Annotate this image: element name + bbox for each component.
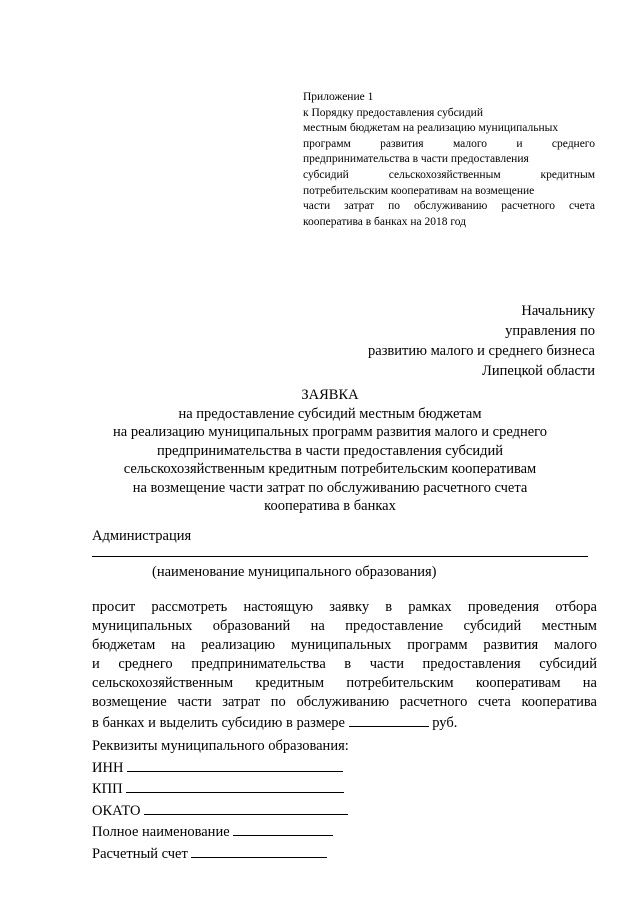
recipient-line: управления по	[505, 323, 595, 339]
administration-name-field[interactable]	[92, 556, 588, 557]
appendix-line: части затрат по обслуживанию расчетного счета	[303, 200, 595, 213]
full-name-field[interactable]	[233, 821, 333, 836]
recipient-line: Начальнику	[521, 303, 595, 319]
subtitle-line: сельскохозяйственным кредитным потребительским кооперативам	[123, 461, 537, 477]
request-line-last	[92, 712, 597, 733]
appendix-line: местным бюджетам на реализацию муниципальных	[303, 122, 559, 135]
appendix-line: предпринимательства в части предоставления	[303, 153, 529, 166]
requisite-label: Полное наименование	[92, 824, 230, 840]
administration-hint: (наименование муниципального образования)	[152, 564, 437, 580]
recipient-block	[368, 301, 595, 381]
appendix-line: Приложение 1	[303, 91, 374, 103]
subtitle-line: предпринимательства в части предоставления субсидий	[156, 442, 504, 459]
okato-field[interactable]	[144, 800, 348, 815]
requisites-title: Реквизиты муниципального образования:	[92, 738, 349, 754]
requisite-label: Расчетный счет	[92, 845, 188, 862]
request-paragraph	[92, 598, 597, 733]
administration-label: Администрация	[92, 528, 192, 544]
recipient-line: развитию малого и среднего бизнеса	[368, 343, 595, 359]
requisite-row-account	[92, 843, 349, 865]
request-line: муниципальных образований на предоставление субсидий местным	[92, 618, 597, 634]
subtitle-line: на возмещение части затрат по обслуживанию расчетного счета	[132, 479, 528, 496]
request-line: сельскохозяйственным кредитным потребительским кооперативам на	[92, 675, 597, 691]
subsidy-amount-field[interactable]	[349, 712, 429, 727]
appendix-line: к Порядку предоставления субсидий	[303, 106, 483, 119]
requisite-label: ОКАТО	[92, 802, 141, 819]
subtitle-line: кооператива в банках	[264, 498, 396, 514]
appendix-line: потребительским кооперативам на возмещение	[303, 184, 535, 197]
requisite-label: ИНН	[92, 759, 124, 776]
document-title: ЗАЯВКА	[301, 387, 359, 403]
request-line: бюджетам на реализацию муниципальных программ развития малого	[92, 637, 597, 653]
subtitle-line: на предоставление субсидий местным бюджетам	[178, 405, 482, 422]
kpp-field[interactable]	[126, 778, 344, 793]
inn-field[interactable]	[127, 757, 343, 772]
account-field[interactable]	[191, 843, 327, 858]
request-line: просит рассмотреть настоящую заявку в рамках проведения отбора	[92, 599, 597, 615]
requisite-row-full-name	[92, 821, 349, 843]
request-line: возмещение части затрат по обслуживанию расчетного счета кооператива	[92, 694, 597, 710]
requisite-label: КПП	[92, 781, 123, 797]
appendix-line: программ развития малого и среднего	[303, 137, 595, 150]
appendix-header	[303, 90, 595, 230]
requisite-row-kpp	[92, 778, 349, 800]
request-last-text: в банках и выделить субсидию в размере	[92, 715, 345, 731]
appendix-line: субсидий сельскохозяйственным кредитным	[303, 168, 595, 181]
currency-label: руб.	[432, 715, 458, 731]
request-line: и среднего предпринимательства в части предоставления субсидий	[92, 656, 597, 672]
requisites-block	[92, 737, 349, 864]
application-title-block	[80, 386, 580, 516]
appendix-line: кооператива в банках на 2018 год	[303, 215, 467, 228]
subtitle-line: на реализацию муниципальных программ развития малого и среднего	[113, 424, 547, 440]
requisite-row-inn	[92, 757, 349, 779]
requisite-row-okato	[92, 800, 349, 822]
recipient-line: Липецкой области	[482, 363, 595, 379]
